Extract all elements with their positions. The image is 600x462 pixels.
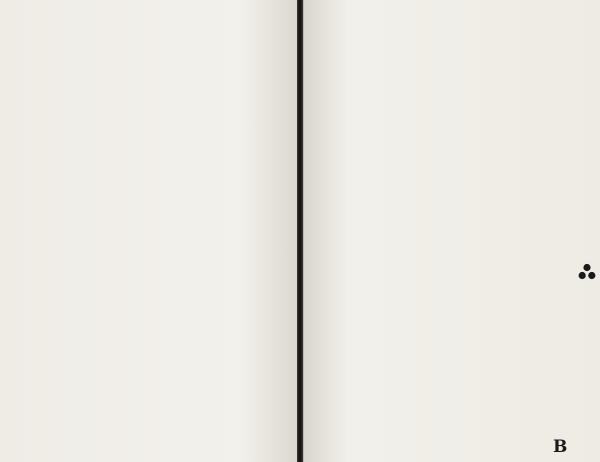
- left-line-1: [4, 3, 288, 16]
- left-line-6: [4, 70, 288, 83]
- right-line-20: [313, 257, 588, 270]
- right-line-3: [313, 30, 588, 43]
- left-line-27: [4, 351, 288, 364]
- right-line-11: [313, 137, 588, 150]
- right-line-31: [313, 405, 588, 418]
- right-line-23: [313, 298, 588, 311]
- right-line-10: [313, 124, 588, 137]
- left-line-7: [4, 83, 288, 96]
- right-line-32: [313, 418, 588, 431]
- left-line-23: [4, 298, 288, 311]
- left-line-3: [4, 30, 288, 43]
- left-line-19: [4, 244, 288, 257]
- right-line-21: [313, 271, 588, 284]
- right-line-14: [313, 177, 588, 190]
- left-line-8: [4, 97, 288, 110]
- right-line-16: [313, 204, 588, 217]
- left-line-24: [4, 311, 288, 324]
- left-page: [0, 0, 297, 462]
- left-line-13: [4, 164, 288, 177]
- left-line-12: [4, 150, 288, 163]
- right-line-2: [313, 16, 588, 29]
- left-line-10: [4, 124, 288, 137]
- left-line-29: [4, 378, 288, 391]
- right-line-25: [313, 324, 588, 337]
- left-line-22: [4, 284, 288, 297]
- right-line-4: [313, 43, 588, 56]
- left-line-4: [4, 43, 288, 56]
- left-line-33: [4, 432, 288, 445]
- left-line-31: [4, 405, 288, 418]
- left-line-14: [4, 177, 288, 190]
- left-line-16: [4, 204, 288, 217]
- right-line-1: [313, 3, 588, 16]
- right-line-9: [313, 110, 588, 123]
- left-line-21: [4, 271, 288, 284]
- right-line-15: [313, 190, 588, 203]
- right-line-8: [313, 97, 588, 110]
- right-line-30: [313, 391, 588, 404]
- left-line-15: [4, 190, 288, 203]
- left-line-26: [4, 338, 288, 351]
- left-line-30: [4, 391, 288, 404]
- right-line-5: [313, 57, 588, 70]
- left-line-25: [4, 324, 288, 337]
- left-line-35: [4, 458, 288, 462]
- right-line-27: [313, 351, 588, 364]
- left-text-column: [4, 3, 288, 462]
- right-line-24: [313, 311, 588, 324]
- left-line-28: [4, 365, 288, 378]
- right-line-35: [313, 458, 588, 462]
- right-line-7: [313, 83, 588, 96]
- right-line-12: [313, 150, 588, 163]
- left-line-34: [4, 445, 288, 458]
- right-line-19: [313, 244, 588, 257]
- right-page: [303, 0, 600, 462]
- left-line-18: [4, 231, 288, 244]
- right-line-18: [313, 231, 588, 244]
- three-dot-fleuron-icon: [577, 262, 597, 282]
- right-line-13: [313, 164, 588, 177]
- right-line-33: [313, 432, 588, 445]
- left-line-2: [4, 16, 288, 29]
- right-line-26: [313, 338, 588, 351]
- right-line-22: [313, 284, 588, 297]
- left-line-20: [4, 257, 288, 270]
- right-line-29: [313, 378, 588, 391]
- right-line-34: [313, 445, 588, 458]
- left-line-11: [4, 137, 288, 150]
- right-text-column: [313, 3, 588, 462]
- right-line-28: [313, 365, 588, 378]
- left-line-5: [4, 57, 288, 70]
- signature-mark: B: [553, 437, 568, 457]
- left-line-32: [4, 418, 288, 431]
- right-line-6: [313, 70, 588, 83]
- right-line-17: [313, 217, 588, 230]
- left-line-17: [4, 217, 288, 230]
- left-line-9: [4, 110, 288, 123]
